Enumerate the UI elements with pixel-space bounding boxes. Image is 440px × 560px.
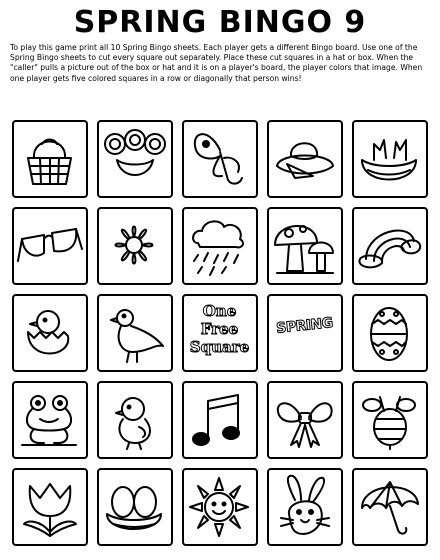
bingo-cell[interactable] [182, 207, 258, 285]
bingo-cell[interactable] [267, 381, 343, 459]
rainbow-icon [354, 209, 425, 282]
bingo-cell[interactable] [97, 381, 173, 459]
bingo-cell[interactable] [12, 381, 88, 459]
bingo-cell[interactable] [12, 120, 88, 198]
easter-egg-icon [354, 296, 425, 369]
music-note-icon [184, 383, 255, 456]
mushrooms-icon [269, 209, 340, 282]
bingo-cell[interactable] [352, 381, 428, 459]
eggs-in-nest-icon [99, 470, 170, 543]
bingo-cell[interactable] [352, 294, 428, 372]
daisy-icon [99, 209, 170, 282]
bow-icon [269, 383, 340, 456]
bingo-cell[interactable] [12, 468, 88, 546]
bee-icon [354, 383, 425, 456]
bingo-cell[interactable] [267, 120, 343, 198]
spring-word: SPRING [275, 315, 334, 337]
bingo-cell[interactable] [97, 207, 173, 285]
butterfly-icon [184, 122, 255, 195]
frog-icon [14, 383, 85, 456]
bunny-icon [269, 470, 340, 543]
bird-nest-icon [354, 122, 425, 195]
bingo-cell[interactable] [182, 120, 258, 198]
sun-icon [184, 470, 255, 543]
flower-garland-icon [99, 122, 170, 195]
chick-icon [99, 383, 170, 456]
basket-icon [14, 122, 85, 195]
bingo-cell[interactable] [182, 294, 258, 372]
bingo-cell[interactable] [352, 207, 428, 285]
bingo-cell[interactable] [182, 381, 258, 459]
hatching-chick-icon [14, 296, 85, 369]
bird-icon [99, 296, 170, 369]
sunglasses-icon [14, 209, 85, 282]
tulip-icon [14, 470, 85, 543]
bingo-cell[interactable] [12, 207, 88, 285]
bingo-board [12, 120, 428, 552]
bingo-cell[interactable] [267, 294, 343, 372]
bingo-cell[interactable] [97, 294, 173, 372]
bingo-cell[interactable] [182, 468, 258, 546]
bingo-cell[interactable] [12, 294, 88, 372]
umbrella-icon [354, 470, 425, 543]
rain-cloud-icon [184, 209, 255, 282]
free-square-text: One Free Square [189, 302, 250, 356]
bingo-cell[interactable] [267, 468, 343, 546]
instructions-text: To play this game print all 10 Spring Bingo sheets. Each player gets a different Bingo board. Use one of the Spring Bingo sheets to cut every square out separately. Place these cut squares in a hat or box. When the "caller" pulls a picture out of the box or hat and it is on a player's board, the player colors that image. When one player gets five colored squares in a row or diagonally that person wins! [10, 43, 423, 83]
bingo-cell[interactable] [97, 120, 173, 198]
bingo-cell[interactable] [267, 207, 343, 285]
page-title: SPRING BINGO 9 [73, 5, 367, 40]
bingo-cell[interactable] [352, 468, 428, 546]
hat-icon [269, 122, 340, 195]
bingo-cell[interactable] [352, 120, 428, 198]
bingo-cell[interactable] [97, 468, 173, 546]
